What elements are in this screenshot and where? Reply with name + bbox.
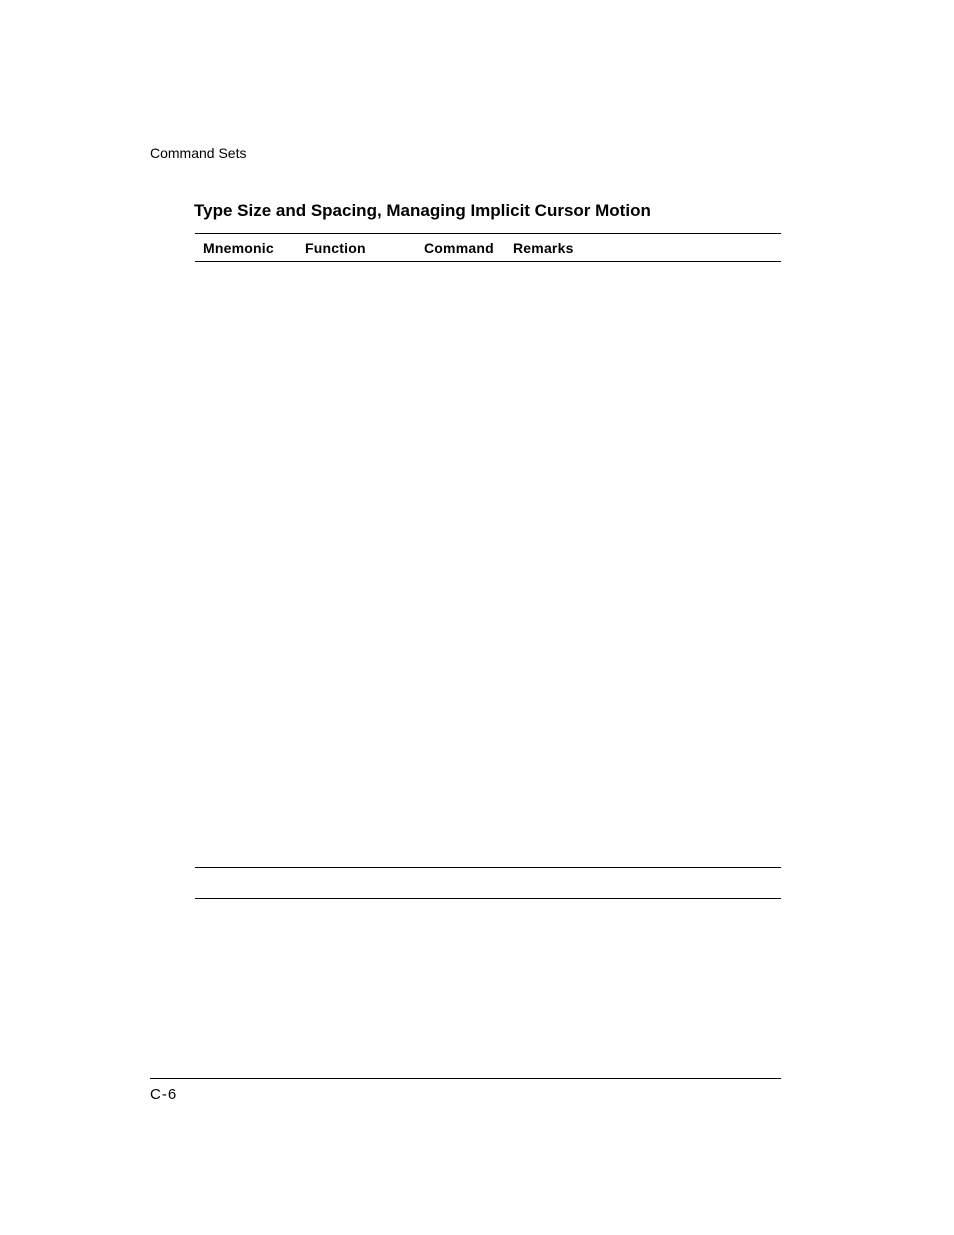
footer-rule xyxy=(150,1078,781,1079)
running-header: Command Sets xyxy=(150,145,247,161)
column-header-function: Function xyxy=(305,240,366,256)
column-header-remarks: Remarks xyxy=(513,240,574,256)
table-end-rule xyxy=(195,867,781,868)
table-header-rule xyxy=(195,261,781,262)
column-header-mnemonic: Mnemonic xyxy=(203,240,274,256)
table-bottom-rule xyxy=(195,898,781,899)
table-top-rule xyxy=(195,233,781,234)
column-header-command: Command xyxy=(424,240,494,256)
section-title: Type Size and Spacing, Managing Implicit Cursor Motion xyxy=(194,201,651,220)
page-number: C-6 xyxy=(150,1086,178,1103)
